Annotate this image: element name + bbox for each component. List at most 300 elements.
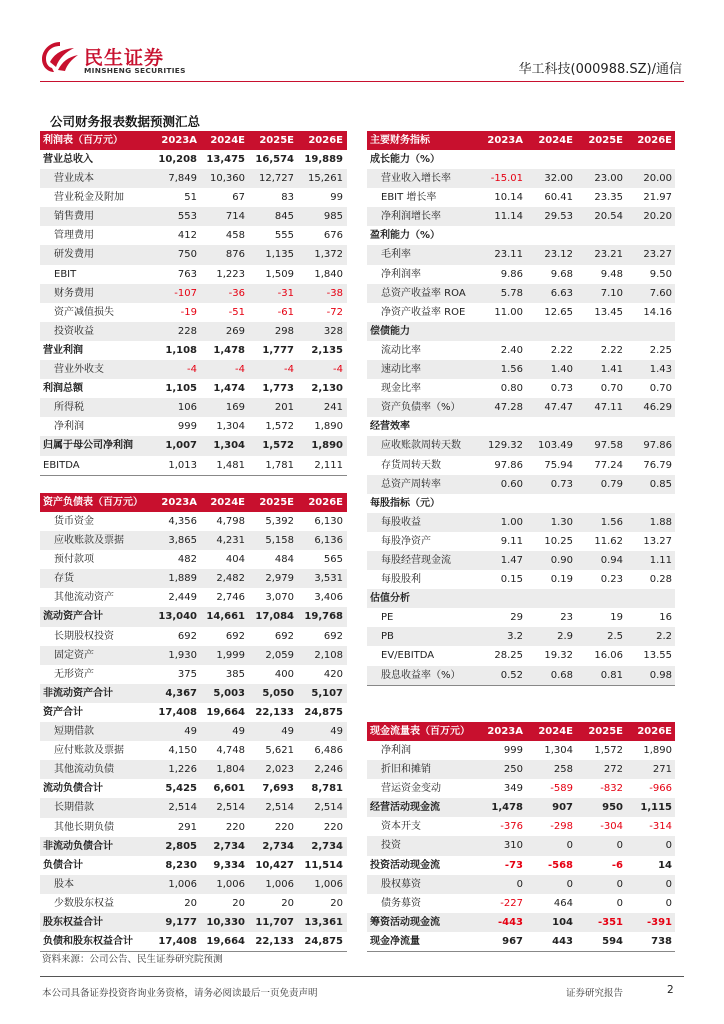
cell-value: 1.47 [500,554,523,566]
cell-value: 2,108 [314,649,343,661]
cell-value: 2,482 [216,573,245,585]
cell-value: 2,514 [216,802,245,814]
table-row [40,665,347,684]
cell-value: 845 [274,211,294,223]
cell-value: 271 [652,764,672,776]
cell-value: 1,108 [165,344,197,356]
cell-value: 67 [232,192,245,204]
table-row [367,551,675,570]
cell-value: 1.56 [600,516,623,528]
cell-value: 310 [503,840,523,852]
cell-value: 2.5 [607,631,623,643]
cell-value: 298 [274,325,294,337]
row-label: 每股指标（元） [370,497,440,509]
cell-value: 0 [516,878,523,890]
cell-value: 29 [510,612,523,624]
table-title: 现金流量表（百万元） [370,726,470,737]
cell-value: 1,777 [262,344,294,356]
cell-value: 458 [225,230,245,242]
table-header-row [367,131,675,150]
cell-value: -107 [174,287,197,299]
table-row [40,588,347,607]
table-row [40,456,347,475]
cell-value: 220 [274,821,294,833]
row-label: EBIT 增长率 [381,192,437,204]
cell-value: -589 [550,783,573,795]
cell-value: 2,734 [213,840,245,852]
cell-value: 11.00 [494,306,523,318]
table-row [367,627,675,646]
cell-value: 4,798 [216,516,245,527]
row-label: 流动比率 [381,344,421,356]
table-row [40,550,347,569]
row-label: 估值分析 [370,593,410,605]
cell-value: 0 [566,840,573,852]
row-label: 负债和股东权益合计 [43,936,133,948]
column-header: 2023A [161,135,197,146]
cell-value: 49 [232,726,245,738]
cell-value: 76.79 [643,459,672,471]
cell-value: -832 [600,783,623,795]
cell-value: 13.55 [643,650,672,662]
cell-value: 349 [503,783,523,795]
cell-value: 23 [560,612,573,624]
table-row [40,360,347,379]
cell-value: 4,231 [216,535,245,547]
cell-value: 49 [330,726,343,738]
table-row [367,265,675,284]
cell-value: 6,130 [314,516,343,527]
cell-value: 6,601 [213,783,245,795]
cell-value: -73 [504,859,523,871]
cell-value: 950 [602,802,623,814]
column-header: 2025E [259,135,294,146]
cell-value: 19.32 [544,650,573,662]
table-row [367,817,675,836]
cell-value: 4,356 [168,516,197,527]
cell-value: 1,773 [262,383,294,395]
cell-value: 2,514 [265,802,294,814]
cell-value: 404 [225,554,245,566]
table-row [367,360,675,379]
page-number: 2 [667,984,674,996]
cell-value: 16 [659,612,672,624]
cell-value: 0.19 [550,574,573,586]
row-label: 预付款项 [54,554,94,566]
row-label: 营业税金及附加 [54,192,124,204]
column-header: 2026E [637,726,672,737]
cell-value: 9,334 [213,859,245,871]
cell-value: -966 [649,783,672,795]
cell-value: -298 [550,821,573,833]
cell-value: 47.47 [544,402,573,414]
cell-value: 0 [616,897,623,909]
cell-value: 269 [225,325,245,337]
table-row [40,188,347,207]
cell-value: 0.81 [600,669,623,681]
cell-value: 6,486 [314,745,343,757]
cell-value: 23.21 [594,249,623,261]
cell-value: 5,158 [265,535,294,547]
table-row [367,398,675,417]
row-label: 净资产收益率 ROE [381,306,466,318]
cell-value: 676 [323,230,343,242]
cell-value: 0.79 [600,478,623,490]
table-row [40,531,347,550]
cell-value: 75.94 [544,459,573,471]
cell-value: 20.00 [643,173,672,185]
table-row [40,646,347,665]
cell-value: 3.2 [507,631,523,643]
table-header-row [40,131,347,150]
cell-value: 692 [177,630,197,642]
row-label: 负债合计 [43,859,83,871]
table-row [367,798,675,817]
column-header: 2023A [487,135,523,146]
cell-value: 1,781 [265,459,294,471]
cell-value: 24,875 [304,706,343,718]
cell-value: 23.12 [544,249,573,261]
cell-value: 763 [177,268,197,280]
cell-value: -443 [497,916,523,928]
table-title: 资产负债表（百万元） [43,497,143,508]
cell-value: 3,070 [265,592,294,604]
column-header: 2024E [210,135,245,146]
row-label: 每股股利 [381,574,421,586]
cell-value: 13.45 [594,306,623,318]
cell-value: 1,572 [265,421,294,433]
row-label: 股权募资 [381,878,421,890]
cell-value: 1,013 [168,459,197,471]
cell-value: 2,130 [311,383,343,395]
column-header: 2025E [259,497,294,508]
page-header [0,0,724,82]
table-row [40,398,347,417]
cell-value: 1,478 [213,344,245,356]
table-row [40,741,347,760]
row-label: 所得税 [54,402,84,414]
row-label: 长期股权投资 [54,630,114,642]
cell-value: 11.14 [494,211,523,223]
cell-value: -4 [187,364,197,376]
cell-value: 0 [616,878,623,890]
cell-value: 5,621 [265,745,294,757]
table-row [367,475,675,494]
row-label: 每股净资产 [381,535,431,547]
row-label: 毛利率 [381,249,411,261]
cell-value: 22,133 [255,706,294,718]
cell-value: 14 [658,859,672,871]
table-row [40,150,347,169]
cell-value: -4 [284,364,294,376]
cell-value: 0.73 [550,383,573,395]
cell-value: 1,890 [311,440,343,452]
cell-value: -568 [547,859,573,871]
cell-value: 1,889 [168,573,197,585]
cell-value: 3,406 [314,592,343,604]
cell-value: 97.58 [594,440,623,452]
cell-value: 0 [616,840,623,852]
cell-value: 1,006 [314,878,343,890]
cell-value: 999 [177,421,197,433]
cell-value: 15,261 [308,173,343,185]
row-label: 营业收入增长率 [381,173,451,185]
cell-value: 51 [184,192,197,204]
cell-value: 99 [330,192,343,204]
cell-value: 11,707 [255,916,294,928]
cell-value: 1,890 [314,421,343,433]
cell-value: 482 [177,554,197,566]
cell-value: 7.60 [649,287,672,299]
cell-value: 5,392 [265,516,294,527]
cell-value: 1,572 [262,440,294,452]
cell-value: 0.60 [500,478,523,490]
cell-value: 6.63 [550,287,573,299]
cell-value: 19 [610,612,623,624]
cell-value: 1.43 [649,364,672,376]
cell-value: 750 [177,249,197,261]
cell-value: 32.00 [544,173,573,185]
row-label: 货币资金 [54,516,94,527]
cell-value: 0.15 [500,574,523,586]
cell-value: 17,084 [255,611,294,623]
cell-value: 328 [323,325,343,337]
cell-value: -38 [326,287,343,299]
row-label: 应收账款周转天数 [381,440,461,452]
cell-value: 420 [323,668,343,680]
cell-value: -4 [235,364,245,376]
cell-value: 250 [503,764,523,776]
row-label: 股东权益合计 [43,916,103,928]
cell-value: 1,007 [165,440,197,452]
cell-value: 2,059 [265,649,294,661]
table-row [40,913,347,932]
cell-value: 2,135 [311,344,343,356]
table-row [367,379,675,398]
cell-value: -227 [500,897,523,909]
cell-value: 9.48 [600,268,623,280]
row-label: 流动负债合计 [43,783,103,795]
cell-value: 23.11 [494,249,523,261]
row-label: 其他流动资产 [54,592,114,604]
table-row [40,379,347,398]
cell-value: 46.29 [643,402,672,414]
cell-value: 241 [323,402,343,414]
cell-value: 1,135 [265,249,294,261]
cell-value: 0 [665,878,672,890]
row-label: 债务募资 [381,897,421,909]
table-header-row [367,722,675,741]
row-label: 财务费用 [54,287,94,299]
footer-divider [40,976,684,977]
row-label: 总资产周转率 [381,478,441,490]
row-label: EBITDA [43,459,80,471]
row-label: 股本 [54,878,74,890]
row-label: 研发费用 [54,249,94,261]
cell-value: 1,481 [216,459,245,471]
cell-value: -6 [611,859,623,871]
table-row [367,494,675,513]
cell-value: 1,226 [168,764,197,776]
cell-value: 1.40 [550,364,573,376]
cell-value: 2.25 [649,344,672,356]
cell-value: 47.11 [594,402,623,414]
cell-value: 0.98 [649,669,672,681]
cell-value: 8,781 [311,783,343,795]
table-row [40,837,347,856]
cell-value: 60.41 [544,192,573,204]
table-row [367,226,675,245]
stock-title: 华工科技(000988.SZ)/通信 [518,62,682,77]
cell-value: 1,840 [314,268,343,280]
cell-value: 9.50 [649,268,672,280]
cell-value: 1.88 [649,516,672,528]
table-title: 主要财务指标 [370,135,430,146]
cell-value: 6,136 [314,535,343,547]
cell-value: 907 [552,802,573,814]
cell-value: 11.62 [594,535,623,547]
cell-value: 1,890 [643,745,672,756]
table-row [40,436,347,455]
table-row [367,666,675,685]
table-row [367,760,675,779]
cell-value: 1,304 [216,421,245,433]
column-header: 2024E [538,135,573,146]
cell-value: 201 [274,402,294,414]
row-label: 净利润率 [381,268,421,280]
column-header: 2025E [588,726,623,737]
cell-value: 1,804 [216,764,245,776]
row-label: 非流动负债合计 [43,840,113,852]
cell-value: 47.28 [494,402,523,414]
cell-value: 3,531 [314,573,343,585]
row-label: 其他长期负债 [54,821,114,833]
row-label: 流动资产合计 [43,611,103,623]
cell-value: 1.41 [600,364,623,376]
row-label: 速动比率 [381,364,421,376]
table-row [367,207,675,226]
cell-value: 19,664 [206,936,245,948]
row-label: 短期借款 [54,726,94,738]
row-label: PB [381,631,394,643]
cell-value: 1,509 [265,268,294,280]
table-row [40,265,347,284]
table-row [40,798,347,817]
cell-value: 4,748 [216,745,245,757]
cell-value: 5,050 [262,687,294,699]
cell-value: 1,006 [265,878,294,890]
cell-value: 23.35 [594,192,623,204]
cell-value: 9,177 [165,916,197,928]
cell-value: 97.86 [643,440,672,452]
section-title: 公司财务报表数据预测汇总 [50,114,201,129]
row-label: EV/EBITDA [381,650,435,662]
key-indicators-table [367,131,675,686]
table-row [367,856,675,875]
row-label: 经营效率 [370,421,410,433]
column-header: 2023A [487,726,523,737]
cell-value: 1.00 [500,516,523,528]
cell-value: 20 [184,897,197,909]
cell-value: 220 [323,821,343,833]
cell-value: 1,223 [216,268,245,280]
cell-value: 23.00 [594,173,623,185]
cell-value: 0 [665,897,672,909]
table-row [367,150,675,169]
table-row [367,188,675,207]
table-row [40,303,347,322]
cell-value: 9.86 [500,268,523,280]
table-row [40,818,347,837]
cell-value: -31 [277,287,294,299]
column-header: 2024E [538,726,573,737]
cell-value: 738 [651,935,672,947]
cell-value: 2,514 [314,802,343,814]
cell-value: 375 [177,668,197,680]
cell-value: 10,427 [255,859,294,871]
cell-value: 484 [274,554,294,566]
cell-value: 97.86 [494,459,523,471]
table-row [367,284,675,303]
row-label: 每股经营现金流 [381,554,451,566]
row-label: 投资收益 [54,325,94,337]
cell-value: 967 [502,935,523,947]
cell-value: 29.53 [544,211,573,223]
cell-value: 14.16 [643,306,672,318]
cell-value: 103.49 [538,440,573,452]
cell-value: 12.65 [544,306,573,318]
cell-value: 49 [184,726,197,738]
cell-value: 20 [330,897,343,909]
cell-value: 104 [552,916,573,928]
table-title: 利润表（百万元） [43,135,123,146]
row-label: PE [381,612,394,624]
table-row [367,417,675,436]
table-row [40,417,347,436]
cell-value: 0.80 [500,383,523,395]
cell-value: 9.11 [500,535,523,547]
cell-value: 20.20 [643,211,672,223]
cell-value: 0.94 [600,554,623,566]
cell-value: 19,664 [206,706,245,718]
column-header: 2026E [308,497,343,508]
table-row [40,932,347,951]
cell-value: 2.40 [500,344,523,356]
cell-value: 13.27 [643,535,672,547]
table-row [40,779,347,798]
report-type: 证券研究报告 [566,988,624,999]
cell-value: 2,734 [311,840,343,852]
cell-value: 24,875 [304,936,343,948]
table-row [367,779,675,798]
row-label: 利润总额 [43,383,83,395]
cell-value: 10,360 [210,173,245,185]
cell-value: 7,693 [262,783,294,795]
cell-value: 0 [566,878,573,890]
cell-value: 5,003 [213,687,245,699]
cell-value: 28.25 [494,650,523,662]
cell-value: 9.68 [550,268,573,280]
cell-value: 0.28 [649,574,672,586]
cell-value: 714 [225,211,245,223]
column-header: 2025E [588,135,623,146]
cell-value: 20 [232,897,245,909]
cell-value: -376 [500,821,523,833]
table-row [367,456,675,475]
header-divider [40,81,684,82]
table-row [367,532,675,551]
table-row [40,512,347,531]
